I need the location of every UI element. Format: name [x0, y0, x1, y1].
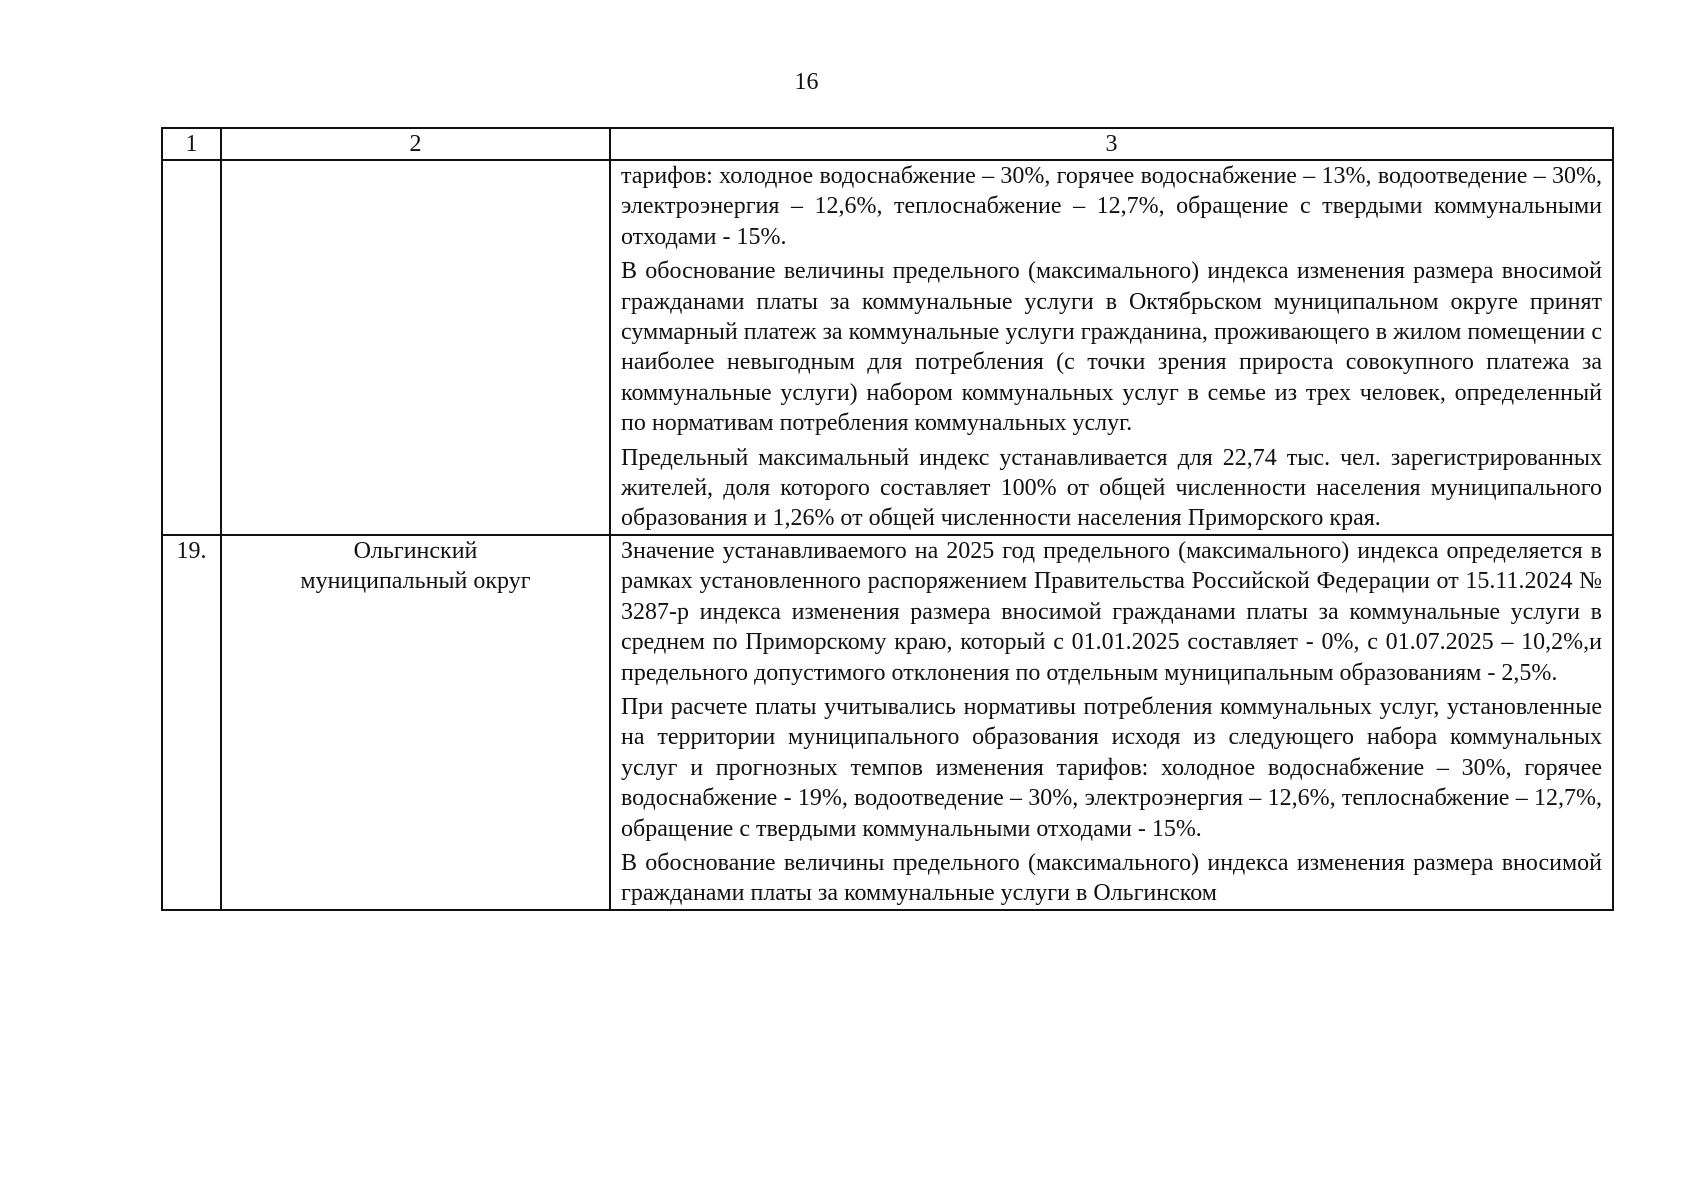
description-paragraph: В обоснование величины предельного (максимального) индекса изменения размера вносимой гражданами платы за коммунальные услуги в Ольгинском — [621, 849, 1602, 907]
description-paragraph: Предельный максимальный индекс устанавливается для 22,74 тыс. чел. зарегистрированных жителей, доля которого составляет 100% от общей численности населения муниципального образования и 1,26% от общей численности населения Приморского края. — [621, 444, 1602, 532]
description-paragraph: В обоснование величины предельного (максимального) индекса изменения размера вносимой гражданами платы за коммунальные услуги в Октябрьском муниципальном округе принят суммарный платеж за коммунальные услуги гражданина, проживающего в жилом помещении с наиболее невыгодным для потребления (с точки зрения прироста совокупного платежа за коммунальные услуги) набором коммунальных услуг в семье из трех человек, определенный по нормативам потребления коммунальных услуг. — [621, 258, 1602, 437]
municipality-name-line: муниципальный округ — [300, 568, 531, 595]
page-number: 16 — [794, 69, 819, 95]
municipal-index-table — [161, 127, 1614, 911]
column-header-2: 2 — [221, 128, 610, 160]
row-number-cell: 19. — [162, 535, 221, 910]
description-cell — [610, 535, 1613, 910]
table-row — [162, 535, 1613, 910]
description-paragraph: Значение устанавливаемого на 2025 год предельного (максимального) индекса определяется в рамках установленного распоряжением Правительства Российской Федерации от 15.11.2024 № 3287-р индекса изменения размера вносимой гражданами платы за коммунальные услуги в среднем по Приморскому краю, который с 01.01.2025 составляет - 0%, с 01.07.2025 – 10,2%,и предельного допустимого отклонения по отдельным муниципальным образованиям - 2,5%. — [621, 537, 1602, 686]
description-paragraph: При расчете платы учитывались нормативы потребления коммунальных услуг, установленные на территории муниципального образования исходя из следующего набора коммунальных услуг и прогнозных темпов изменения тарифов: холодное водоснабжение – 30%, горячее водоснабжение - 19%, водоотведение – 30%, электроэнергия – 12,6%, теплоснабжение – 12,7%, обращение с твердыми коммунальными отходами - 15%. — [621, 693, 1602, 842]
description-paragraph: тарифов: холодное водоснабжение – 30%, горячее водоснабжение – 13%, водоотведение – 30%, электроэнергия – 12,6%, теплоснабжение – 12,7%, обращение с твердыми коммунальными отходами - 15%. — [621, 163, 1602, 250]
municipality-name-cell — [221, 535, 610, 910]
column-header-3: 3 — [610, 128, 1613, 160]
municipality-name-cell — [221, 160, 610, 535]
table-header-row — [162, 128, 1613, 160]
table-row — [162, 160, 1613, 535]
column-header-1: 1 — [162, 128, 221, 160]
municipality-name-line: Ольгинский — [353, 537, 478, 564]
description-cell — [610, 160, 1613, 535]
row-number-cell — [162, 160, 221, 535]
